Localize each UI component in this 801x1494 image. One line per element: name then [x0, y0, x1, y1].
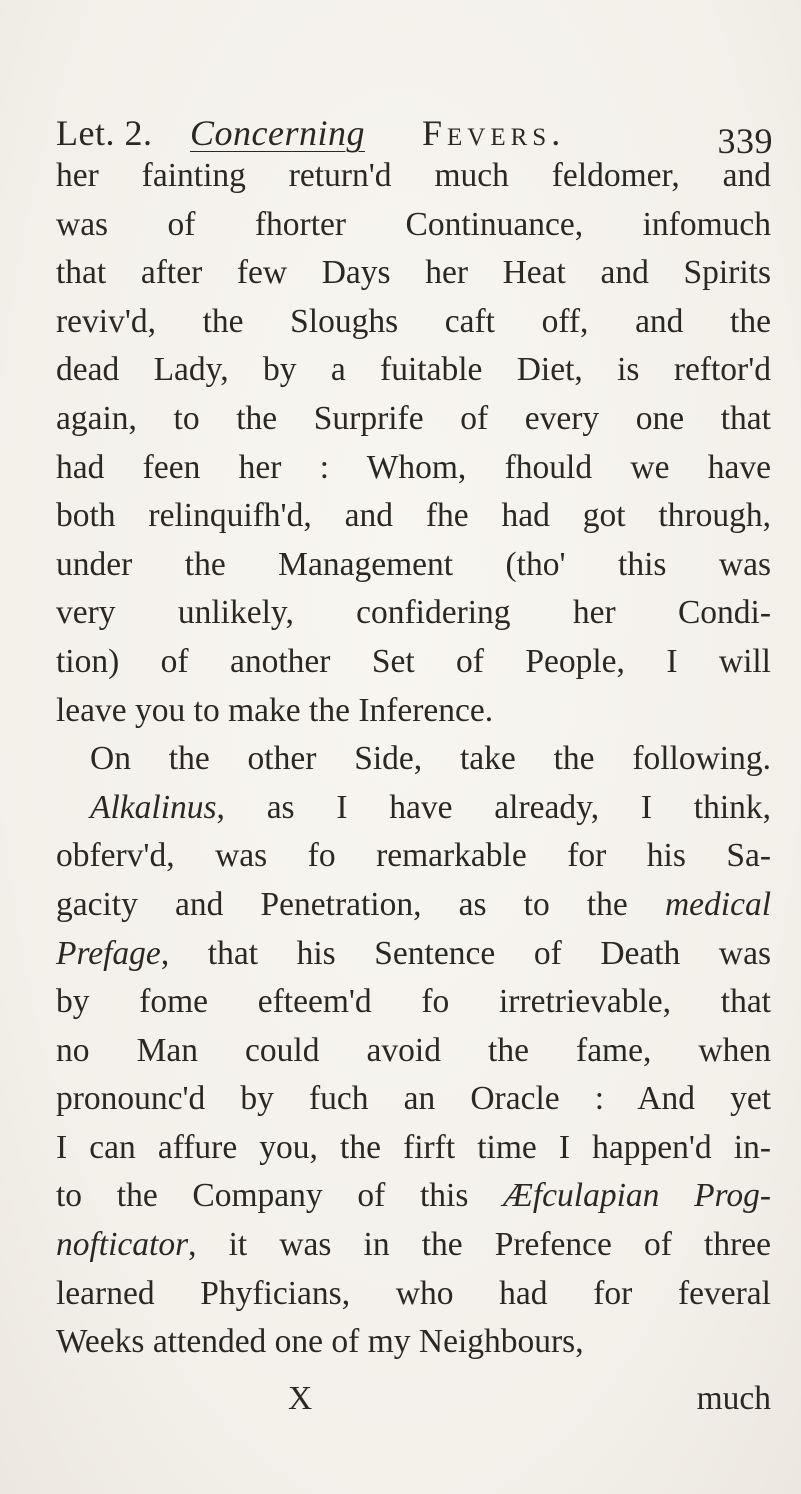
- text-line: pronounc'd by fuch an Oracle : And yet: [56, 1080, 771, 1118]
- text-line: Alkalinus, as I have already, I think,: [90, 788, 771, 826]
- text-line: learned Phyficians, who had for feveral: [56, 1274, 771, 1312]
- body-text: [56, 152, 771, 1367]
- page-footer: [56, 1376, 771, 1422]
- text-line: very unlikely, confidering her Condi-: [56, 594, 771, 632]
- page-number: 339: [717, 121, 773, 161]
- text-line: I can affure you, the firft time I happen'd in-: [56, 1128, 771, 1166]
- running-subject: Fevers.: [422, 113, 566, 153]
- text-line: both relinquifh'd, and fhe had got through,: [56, 497, 771, 535]
- running-title: Concerning: [190, 113, 365, 153]
- italic-term: nofticator: [56, 1226, 189, 1264]
- text-line: nofticator, it was in the Prefence of three: [56, 1226, 771, 1264]
- catchword: much: [696, 1380, 771, 1417]
- text-line: dead Lady, by a fuitable Diet, is reftor'd: [56, 351, 771, 389]
- text-line: under the Management (tho' this was: [56, 545, 771, 583]
- text-line: her fainting return'd much feldomer, and: [56, 157, 771, 194]
- text-line: no Man could avoid the fame, when: [56, 1031, 771, 1069]
- text-line: again, to the Surprife of every one that: [56, 399, 771, 437]
- text-line: had feen her : Whom, fhould we have: [56, 448, 771, 486]
- text-line: Prefage, that his Sentence of Death was: [56, 934, 771, 972]
- text-line: leave you to make the Inference.: [56, 691, 494, 729]
- text-line: reviv'd, the Sloughs caft off, and the: [56, 302, 771, 340]
- italic-name: Alkalinus: [90, 788, 217, 826]
- lecture-number: Let. 2.: [56, 113, 153, 153]
- italic-term: medical: [664, 885, 771, 923]
- text-line: to the Company of this Æfculapian Prog-: [56, 1177, 772, 1215]
- text-line: was of fhorter Continuance, infomuch: [56, 205, 771, 243]
- text-line: by fome efteem'd fo irretrievable, that: [56, 983, 771, 1021]
- italic-term: Prefage: [56, 934, 161, 972]
- text-line: On the other Side, take the following.: [90, 740, 771, 778]
- text-line: tion) of another Set of People, I will: [56, 642, 771, 680]
- italic-term: Æfculapian Prog-: [503, 1177, 772, 1215]
- text-line: gacity and Penetration, as to the medical: [56, 885, 771, 923]
- signature-mark: X: [288, 1380, 313, 1417]
- text-line: Weeks attended one of my Neighbours,: [56, 1323, 584, 1361]
- text-line: obferv'd, was fo remarkable for his Sa-: [56, 837, 771, 875]
- running-head: [56, 108, 773, 161]
- text-line: that after few Days her Heat and Spirits: [56, 254, 771, 292]
